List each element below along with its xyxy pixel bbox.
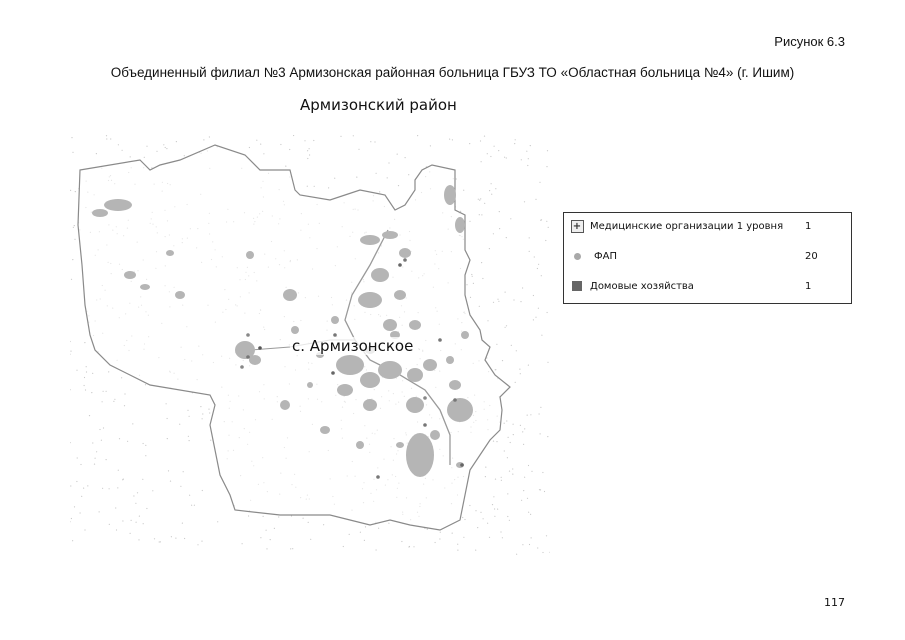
legend-count: 1 <box>805 280 812 292</box>
lake <box>378 361 402 379</box>
lake <box>331 316 339 324</box>
lake <box>283 289 297 301</box>
lake <box>291 326 299 334</box>
lake <box>446 356 454 364</box>
lake <box>363 399 377 411</box>
legend-label: Медицинские организации 1 уровня <box>590 220 784 232</box>
lake <box>449 380 461 390</box>
lake <box>249 355 261 365</box>
lake <box>406 397 424 413</box>
lake <box>140 284 150 290</box>
lake <box>455 217 465 233</box>
lake <box>371 268 389 282</box>
lake <box>409 320 421 330</box>
legend-row-fap <box>570 248 845 264</box>
lake <box>246 251 254 259</box>
lake <box>461 331 469 339</box>
fap-point <box>438 338 442 342</box>
lake <box>320 426 330 434</box>
lake <box>406 433 434 477</box>
map-title: Армизонский район <box>300 96 457 114</box>
medical-organization-icon: + <box>571 220 584 233</box>
lake <box>394 290 406 300</box>
fap-icon <box>574 253 581 260</box>
settlement-label: с. Армизонское <box>292 337 414 355</box>
legend-label: ФАП <box>594 250 617 262</box>
fap-point <box>403 258 407 262</box>
lake <box>360 372 380 388</box>
fap-point <box>398 263 402 267</box>
lake <box>382 231 398 239</box>
lake <box>430 430 440 440</box>
lake <box>407 368 423 382</box>
fap-point <box>423 423 427 427</box>
lake <box>124 271 136 279</box>
fap-point <box>423 396 427 400</box>
lake <box>396 442 404 448</box>
lake <box>358 292 382 308</box>
legend-count: 1 <box>805 220 812 232</box>
page-number: 117 <box>824 596 845 609</box>
lake <box>336 355 364 375</box>
lake <box>104 199 132 211</box>
lake <box>337 384 353 396</box>
figure-label: Рисунок 6.3 <box>774 34 845 49</box>
household-icon <box>572 281 582 291</box>
legend-row-household <box>570 278 845 294</box>
lake <box>444 185 456 205</box>
fap-point <box>453 398 457 402</box>
lake <box>383 319 397 331</box>
lake <box>280 400 290 410</box>
document-title: Объединенный филиал №3 Армизонская районная больница ГБУЗ ТО «Областная больница №4» (г. Ишим) <box>110 65 795 80</box>
fap-point <box>246 333 250 337</box>
fap-point <box>376 475 380 479</box>
lake <box>423 359 437 371</box>
fap-point <box>258 346 262 350</box>
lake <box>447 398 473 422</box>
legend-label: Домовые хозяйства <box>590 280 694 292</box>
lake <box>166 250 174 256</box>
lake <box>356 441 364 449</box>
lake <box>399 248 411 258</box>
map-legend <box>563 212 852 304</box>
legend-row-medical <box>570 218 845 234</box>
legend-count: 20 <box>805 250 818 262</box>
lake <box>307 382 313 388</box>
fap-point <box>246 355 250 359</box>
fap-point <box>460 463 464 467</box>
fap-point <box>240 365 244 369</box>
lake <box>175 291 185 299</box>
lake <box>360 235 380 245</box>
lake <box>92 209 108 217</box>
fap-point <box>331 371 335 375</box>
